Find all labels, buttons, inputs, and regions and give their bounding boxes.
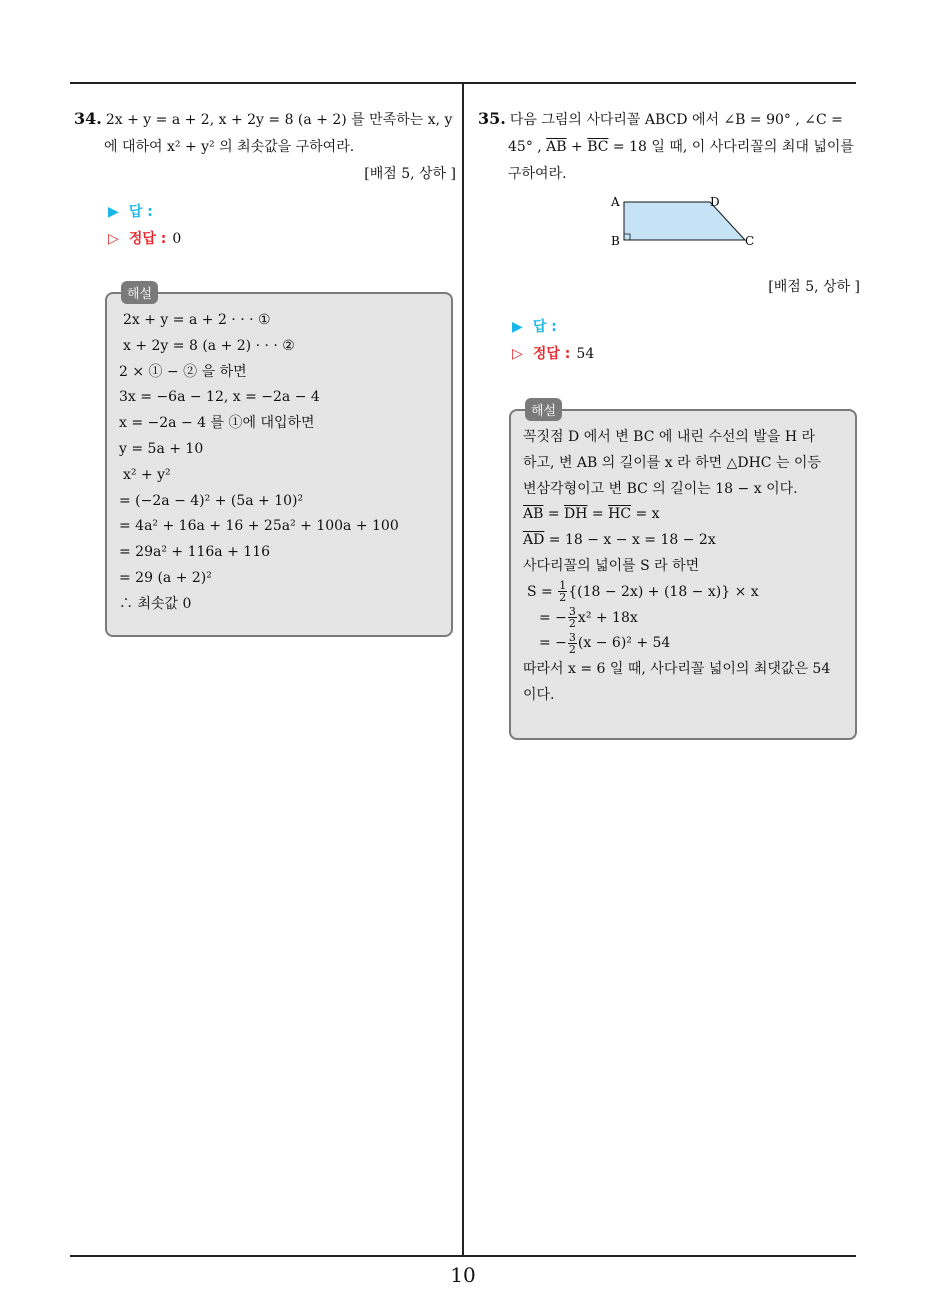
q35-solution-box xyxy=(509,404,857,740)
q35-sol-11: 이다. xyxy=(523,686,555,703)
q34-sol-7: x² + y² xyxy=(123,466,171,483)
q35-sol-8: = − $\frac{3}{2}$ x² + 18x xyxy=(539,605,638,631)
q34-sol-1: 2x + y = a + 2 · · · ① xyxy=(123,312,271,328)
segment-ab: $\overline{AB}$ xyxy=(546,139,567,155)
label-c: C xyxy=(745,234,755,248)
column-divider xyxy=(462,82,464,1257)
q35-sol-10: 따라서 x = 6 일 때, 사다리꼴 넓이의 최댓값은 54 xyxy=(523,661,831,678)
q34-text-line2: 에 대하여 x² + y² 의 최솟값을 구하여라. xyxy=(104,139,355,155)
q35-score: [배점 5, 상하 ] xyxy=(768,279,860,295)
segment-bc: $\overline{BC}$ xyxy=(587,139,609,155)
q35-solution-tag: 해설 xyxy=(525,398,562,421)
q35-sol-3: 변삼각형이고 변 BC 의 길이는 18 − x 이다. xyxy=(523,480,798,497)
q35-sol-5: $\overline{AD} = 18 - x - x = 18 - 2x$ xyxy=(523,532,716,549)
q34-correct-line: ▷ 정답 : 0 xyxy=(74,226,456,253)
q35-sol-4: $\overline{AB} = \overline{DH} = \overline{HC} = x$ xyxy=(523,506,660,523)
q35-number: 35. xyxy=(478,109,506,128)
q35-text-line2: 45° , $\overline{AB} + \overline{BC} = 18$ 일 때, 이 사다리꼴의 최대 넓이를 xyxy=(508,139,854,155)
question-35 xyxy=(478,105,860,188)
outline-triangle-icon: ▷ xyxy=(108,231,119,247)
q34-sol-9: = 4a² + 16a + 16 + 25a² + 100a + 100 xyxy=(119,518,399,535)
q34-score: [배점 5, 상하 ] xyxy=(364,166,456,182)
q34-sol-10: = 29a² + 116a + 116 xyxy=(119,544,271,561)
q34-answer-line: ▶ 답 : xyxy=(74,199,456,226)
q35-text-line1: 35. 다음 그림의 사다리꼴 ABCD 에서 ∠B = 90° , ∠C = xyxy=(478,109,843,128)
trapezoid-shape xyxy=(624,202,745,240)
q35-answer-area xyxy=(478,274,860,368)
q34-sol-6: y = 5a + 10 xyxy=(119,440,204,457)
q35-answer-line: ▶ 답 : xyxy=(478,314,860,341)
label-d: D xyxy=(710,195,720,209)
q34-sol-8: = (−2a − 4)² + (5a + 10)² xyxy=(119,492,304,509)
q34-sol-11: = 29 (a + 2)² xyxy=(119,569,212,586)
q35-text-line3: 구하여라. xyxy=(508,166,567,182)
fraction-three-halves: $\frac{3}{2}$ xyxy=(568,605,576,631)
q34-text-line1: 34. 2x + y = a + 2, x + 2y = 8 (a + 2) 를 만족하는 x, y xyxy=(74,109,453,128)
play-triangle-icon: ▶ xyxy=(108,204,119,220)
q34-sol-5: x = −2a − 4 를 ①에 대입하면 xyxy=(119,415,315,432)
q34-solution-box xyxy=(105,287,453,637)
q35-sol-1: 꼭짓점 D 에서 변 BC 에 내린 수선의 발을 H 라 xyxy=(523,429,816,445)
q34-sol-12: ∴ 최솟값 0 xyxy=(119,595,192,612)
q34-number: 34. xyxy=(74,109,102,128)
page-number: 10 xyxy=(450,1263,476,1287)
q34-sol-4: 3x = −6a − 12, x = −2a − 4 xyxy=(119,389,320,406)
q34-sol-2: x + 2y = 8 (a + 2) · · · ② xyxy=(123,337,295,354)
q35-sol-6: 사다리꼴의 넓이를 S 라 하면 xyxy=(523,557,700,574)
q35-correct-line: ▷ 정답 : 54 xyxy=(478,341,860,368)
q34-sol-3: 2 × ① − ② 을 하면 xyxy=(119,363,247,380)
outline-triangle-icon: ▷ xyxy=(512,346,523,362)
label-a: A xyxy=(611,195,620,209)
q35-sol-9: = − $\frac{3}{2}$ (x − 6)² + 54 xyxy=(539,630,671,656)
play-triangle-icon: ▶ xyxy=(512,319,523,335)
q35-sol-2: 하고, 변 AB 의 길이를 x 라 하면 △DHC 는 이등 xyxy=(523,454,821,471)
question-34 xyxy=(74,105,456,253)
trapezoid-figure xyxy=(600,190,770,252)
q35-sol-7: S = $\frac{1}{2}$ {(18 − 2x) + (18 − x)} × x xyxy=(527,579,759,605)
fraction-half: $\frac{1}{2}$ xyxy=(559,579,567,605)
fraction-three-halves: $\frac{3}{2}$ xyxy=(568,630,576,656)
label-b: B xyxy=(611,234,620,248)
q34-solution-tag: 해설 xyxy=(121,281,158,304)
bottom-rule xyxy=(70,1255,856,1257)
